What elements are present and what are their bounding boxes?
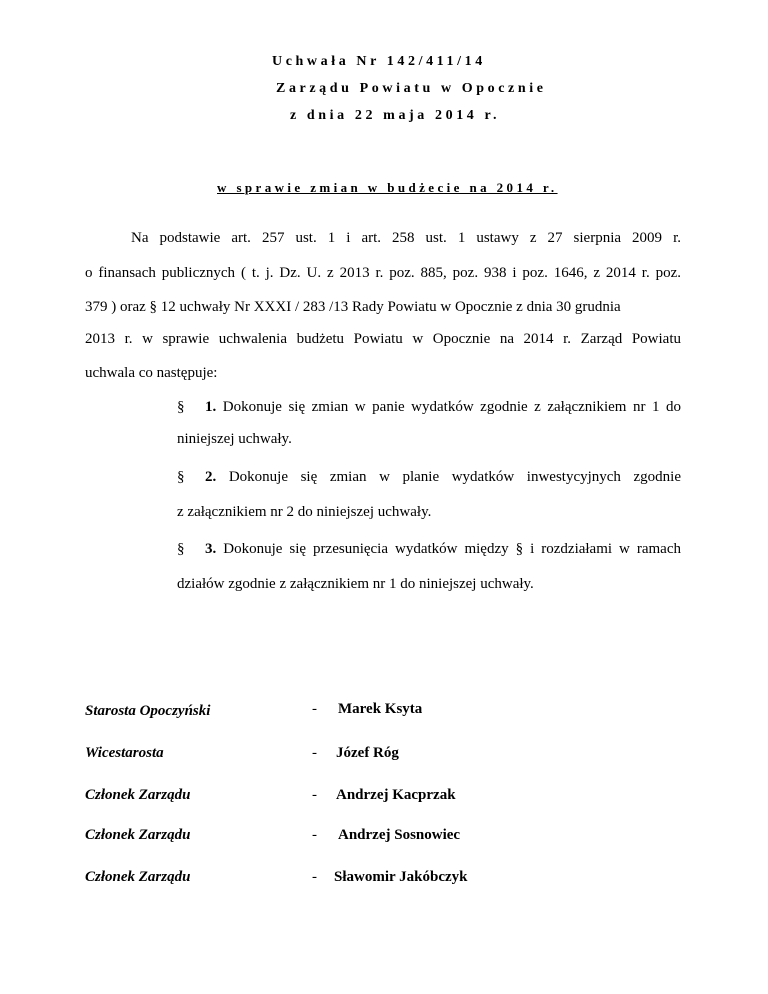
signatory-role: Członek Zarządu (85, 827, 191, 843)
paragraph-sign: § (177, 399, 185, 415)
signatory-role: Członek Zarządu (85, 869, 191, 885)
preamble-line-4: 2013 r. w sprawie uchwalenia budżetu Powiatu w Opocznie na 2014 r. Zarząd Powiatu (85, 331, 681, 347)
preamble-line-5: uchwala co następuje: (85, 365, 218, 381)
paragraph-2-continuation: z załącznikiem nr 2 do niniejszej uchwały. (177, 504, 432, 520)
paragraph-number: 1. (205, 399, 217, 415)
resolution-number: Uchwała Nr 142/411/14 (272, 54, 486, 69)
signatory-name: Marek Ksyta (338, 701, 423, 717)
signatory-role: Wicestarosta (85, 745, 164, 761)
paragraph-2 (177, 468, 681, 487)
signatory-dash: - (312, 869, 317, 885)
signatory-dash: - (312, 745, 317, 761)
signatory-dash: - (312, 787, 317, 803)
signatory-role: Starosta Opoczyński (85, 703, 211, 719)
paragraph-1 (177, 398, 681, 417)
signatory-dash: - (312, 827, 317, 843)
paragraph-text: Dokonuje się zmian w planie wydatków inwestycyjnych zgodnie (228, 469, 682, 485)
signatory-dash: - (312, 701, 317, 717)
signatory-name: Andrzej Kacprzak (336, 787, 456, 803)
signatory-name: Sławomir Jakóbczyk (334, 869, 468, 885)
paragraph-3 (177, 540, 681, 559)
paragraph-text: Dokonuje się zmian w panie wydatków zgodnie z załącznikiem nr 1 do (222, 399, 682, 415)
paragraph-sign: § (177, 541, 185, 557)
signatory-role: Członek Zarządu (85, 787, 191, 803)
preamble-line-3: 379 ) oraz § 12 uchwały Nr XXXI / 283 /13 Rady Powiatu w Opocznie z dnia 30 grudnia (85, 299, 621, 315)
paragraph-3-continuation: działów zgodnie z załącznikiem nr 1 do niniejszej uchwały. (177, 576, 534, 592)
signatory-name: Józef Róg (336, 745, 399, 761)
paragraph-number: 3. (205, 541, 217, 557)
resolution-date: z dnia 22 maja 2014 r. (290, 108, 501, 123)
paragraph-text: Dokonuje się przesunięcia wydatków między § i rozdziałami w ramach (223, 541, 682, 557)
resolution-subject: w sprawie zmian w budżecie na 2014 r. (217, 180, 558, 195)
paragraph-number: 2. (205, 469, 217, 485)
paragraph-1-continuation: niniejszej uchwały. (177, 431, 292, 447)
preamble-line-1: Na podstawie art. 257 ust. 1 i art. 258 ust. 1 ustawy z 27 sierpnia 2009 r. (131, 230, 681, 246)
preamble-line-2: o finansach publicznych ( t. j. Dz. U. z 2013 r. poz. 885, poz. 938 i poz. 1646, z 2014 r. poz. (85, 265, 681, 281)
issuing-body: Zarządu Powiatu w Opocznie (276, 81, 547, 96)
paragraph-sign: § (177, 469, 185, 485)
signatory-name: Andrzej Sosnowiec (338, 827, 461, 843)
